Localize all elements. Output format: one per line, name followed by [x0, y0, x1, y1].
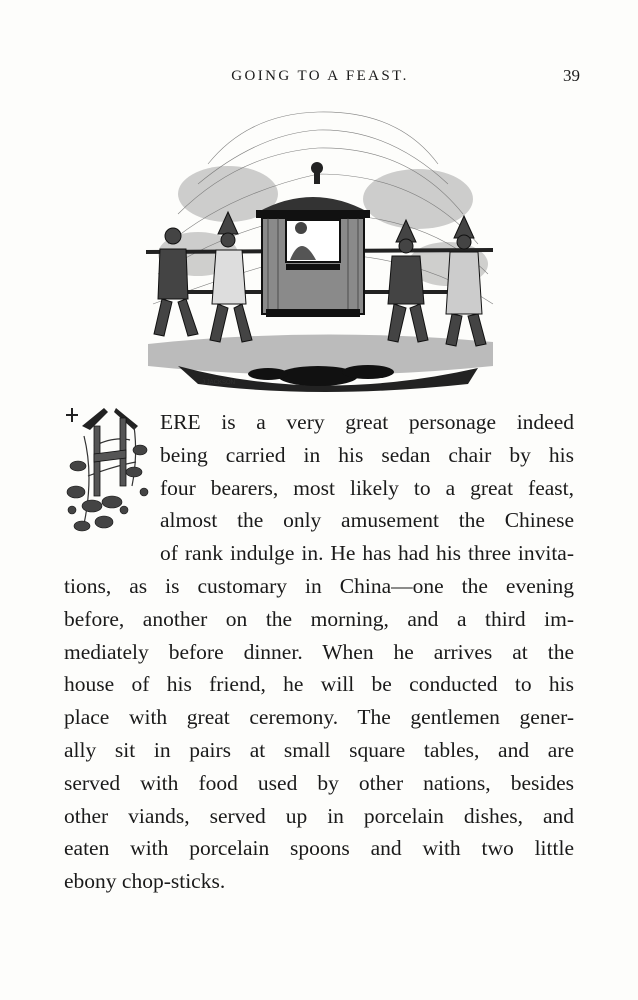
- text-line: eaten with porcelain spoons and with two little: [64, 836, 574, 861]
- text-line: before, another on the morning, and a third im-: [64, 606, 574, 631]
- text-line: being carried in his sedan chair by his: [160, 442, 574, 467]
- text-line: mediately before dinner. When he arrives at the: [64, 639, 574, 664]
- text-line: served with food used by other nations, besides: [64, 770, 574, 795]
- page-number: 39: [563, 66, 580, 85]
- text-line: ERE is a very great personage indeed: [160, 410, 574, 434]
- text-line: of rank indulge in. He has had his three invita-: [160, 541, 574, 566]
- text-line: almost the only amusement the Chinese: [160, 508, 574, 533]
- running-title: GOING TO A FEAST.: [231, 68, 409, 84]
- text-line: ebony chop-sticks.: [64, 869, 226, 894]
- text-line: house of his friend, he will be conducted to his: [64, 672, 574, 697]
- text-line: place with great ceremony. The gentlemen gener-: [64, 705, 574, 730]
- dropcap: [64, 406, 156, 538]
- engraver-signature: J.JACKSON: [202, 380, 236, 386]
- sedan-chair-engraving-icon: [138, 104, 500, 400]
- floral-dropcap-icon: [64, 406, 156, 538]
- running-head: [60, 66, 580, 90]
- sedan-chair-illustration: [138, 104, 500, 400]
- text-line: tions, as is customary in China—one the evening: [64, 573, 574, 598]
- body-text: [64, 406, 574, 898]
- text-line: ally sit in pairs at small square tables, and are: [64, 737, 574, 762]
- text-line: four bearers, most likely to a great feast,: [160, 475, 574, 500]
- text-line: other viands, served up in porcelain dishes, and: [64, 803, 574, 828]
